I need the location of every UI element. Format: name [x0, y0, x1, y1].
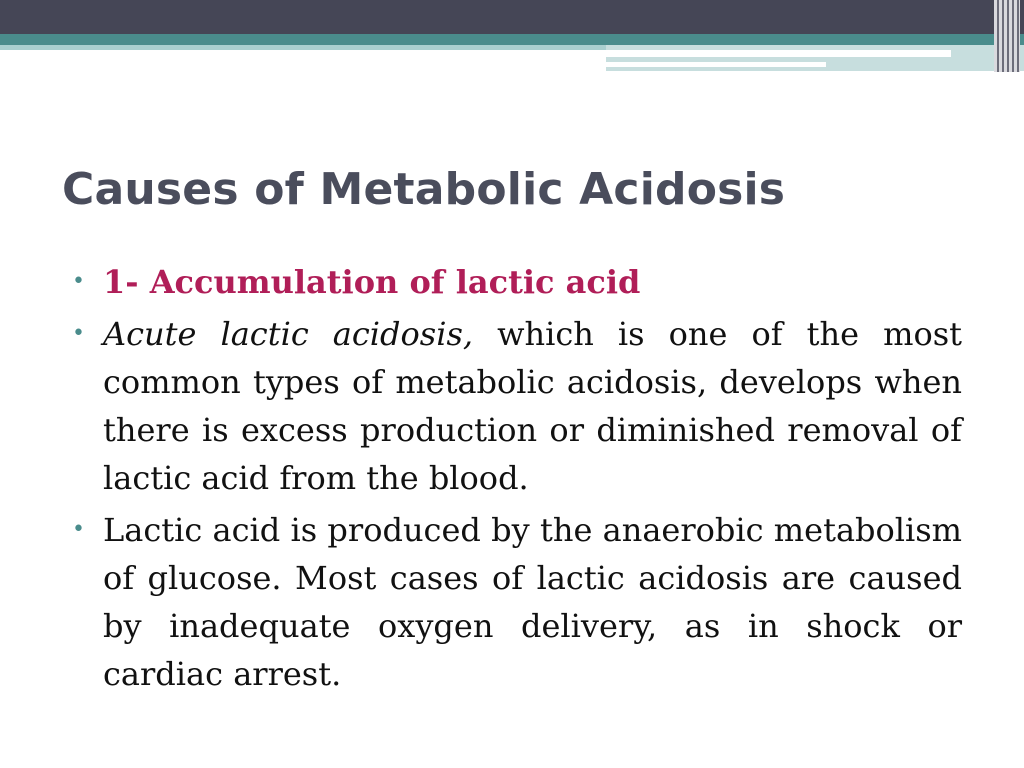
header-right-line: [606, 50, 951, 57]
bullet-heading: 1- Accumulation of lactic acid: [103, 263, 641, 301]
bullet-list: [72, 258, 962, 702]
bullet-icon: •: [72, 517, 85, 542]
header-band-teal: [0, 34, 1024, 45]
bullet-icon: •: [72, 269, 85, 294]
bullet-italic-term: Acute lactic acidosis,: [103, 315, 474, 353]
slide-title: Causes of Metabolic Acidosis: [62, 164, 786, 215]
header-stripes-decoration: [994, 0, 1020, 72]
header-band-dark: [0, 0, 1024, 34]
header-right-line-2: [606, 62, 826, 67]
bullet-text: which is one of the most common types of metabolic acidosis, develops when there is excess production or diminished removal of lactic acid from the blood.: [103, 315, 962, 497]
bullet-text: Lactic acid is produced by the anaerobic metabolism of glucose. Most cases of lactic acidosis are caused by inadequate oxygen delivery, as in shock or cardiac arrest.: [103, 511, 962, 693]
header-right-block: [606, 45, 1024, 71]
bullet-item-1: [72, 258, 962, 306]
bullet-item-3: [72, 506, 962, 698]
bullet-icon: •: [72, 321, 85, 346]
bullet-item-2: [72, 310, 962, 502]
